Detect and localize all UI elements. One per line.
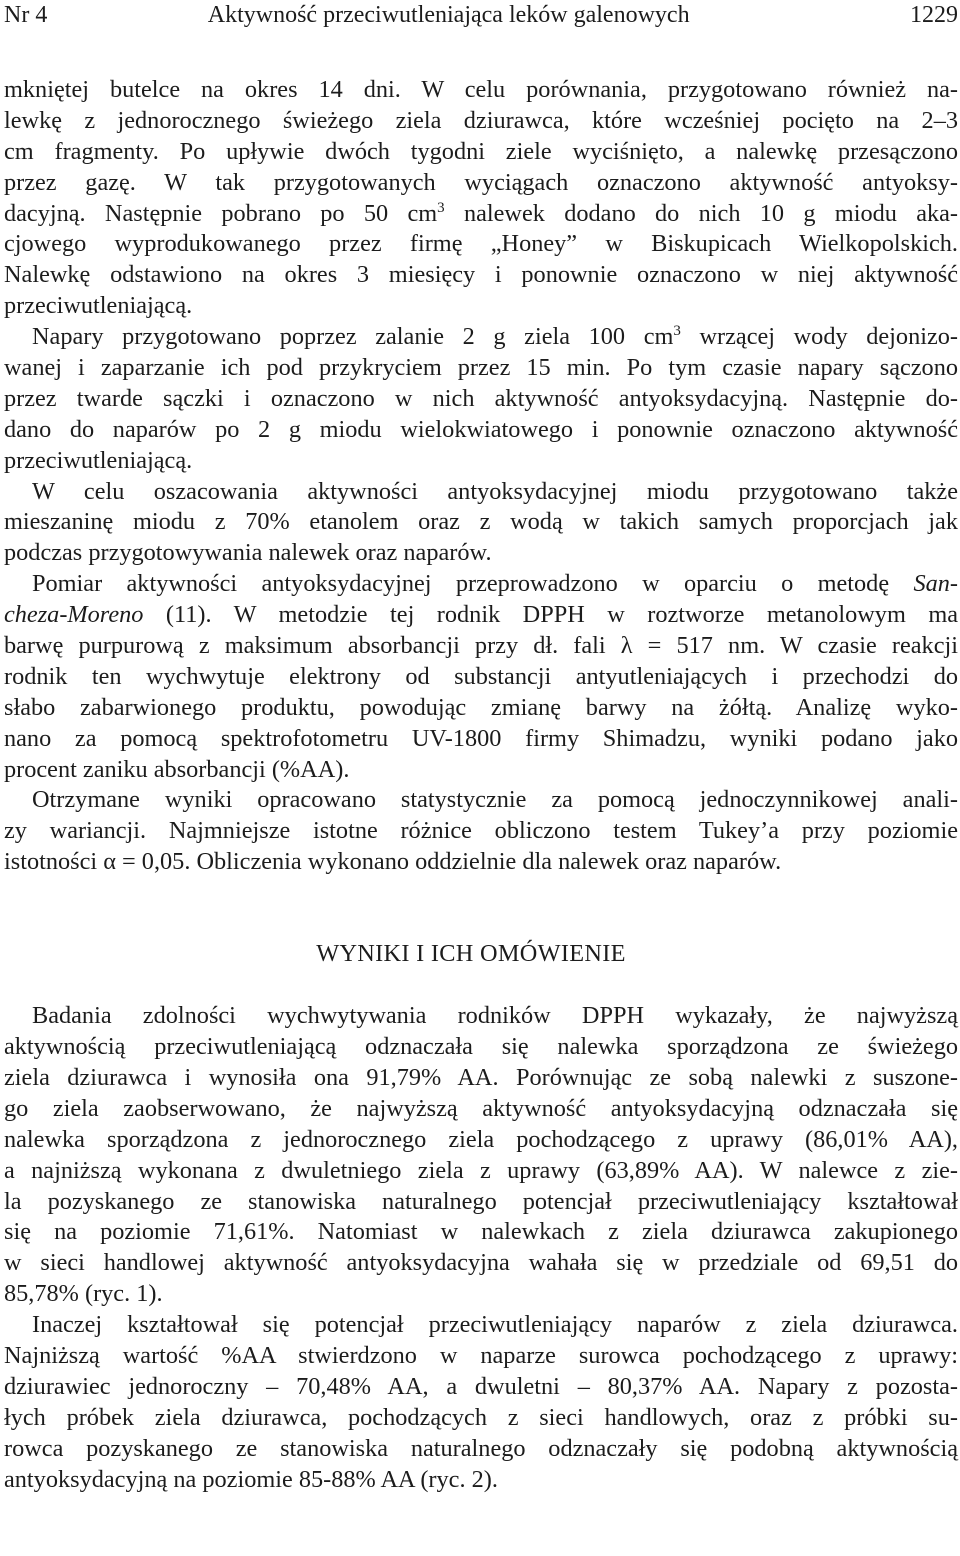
text-line: nalewka sporządzona z jednorocznego ziela pochodzącego z uprawy (86,01% AA), bbox=[4, 1125, 958, 1153]
text-line: cjowego wyprodukowanego przez firmę „Honey” w Biskupicach Wielkopolskich. bbox=[4, 230, 958, 258]
text-line: Inaczej kształtował się potencjał przeciwutleniający naparów z ziela dziurawca. bbox=[32, 1311, 958, 1339]
paragraph bbox=[4, 569, 958, 785]
text-line: aktywnością przeciwutleniającą odznaczała się nalewka sporządzona ze świeżego bbox=[4, 1033, 958, 1061]
text-line: Nalewkę odstawiono na okres 3 miesięcy i ponownie oznaczono w niej aktywność bbox=[4, 261, 958, 289]
text-line: rowca pozyskanego ze stanowiska naturalnego odznaczały się podobną aktywnością bbox=[4, 1434, 958, 1462]
page-number: 1229 bbox=[910, 2, 958, 28]
text-line: Badania zdolności wychwytywania rodników DPPH wykazały, że najwyższą bbox=[32, 1002, 958, 1030]
paragraph bbox=[4, 477, 958, 570]
text-line: łych próbek ziela dziurawca, pochodzących z sieci handlowych, oraz z próbki su- bbox=[4, 1403, 958, 1431]
text-line: przez gazę. W tak przygotowanych wyciągach oznaczono aktywność antyoksy- bbox=[4, 168, 958, 196]
text-line: 85,78% (ryc. 1). bbox=[4, 1280, 163, 1308]
text-line: procent zaniku absorbancji (%AA). bbox=[4, 755, 350, 783]
text-line: wanej i zaparzanie ich pod przykryciem przez 15 min. Po tym czasie napary sączono bbox=[4, 354, 958, 382]
text-line: istotności α = 0,05. Obliczenia wykonano oddzielnie dla nalewek oraz naparów. bbox=[4, 848, 782, 876]
text-line: ziela dziurawca i wynosiła ona 91,79% AA. Porównując ze sobą nalewki z suszone- bbox=[4, 1063, 958, 1091]
text-line: zy wariancji. Najmniejsze istotne różnice obliczono testem Tukey’a przy poziomie bbox=[4, 817, 958, 845]
paragraph bbox=[4, 75, 958, 322]
text-line: W celu oszacowania aktywności antyoksydacyjnej miodu przygotowano także bbox=[32, 477, 958, 505]
text-line: go ziela zaobserwowano, że najwyższą aktywność antyoksydacyjną odznaczała się bbox=[4, 1094, 958, 1122]
text-line: rodnik ten wychwytuje elektrony od substancji antyutleniających i przechodzi do bbox=[4, 662, 958, 690]
text-line: Napary przygotowano poprzez zalanie 2 g ziela 100 $cm^3$ wrzącej wody dejonizo- bbox=[32, 323, 958, 351]
body-before-heading bbox=[4, 75, 958, 878]
running-title: Aktywność przeciwutleniająca leków galenowych bbox=[207, 2, 690, 28]
text-line: Najniższą wartość %AA stwierdzono w naparze surowca pochodzącego z uprawy: bbox=[4, 1341, 958, 1369]
body-after-heading bbox=[4, 1001, 958, 1495]
text-line: w sieci handlowej aktywność antyoksydacyjna wahała się w przedziale od 69,51 do bbox=[4, 1249, 958, 1277]
text-line: przeciwutleniającą. bbox=[4, 446, 193, 474]
text-line: słabo zabarwionego produktu, powodując zmianę barwy na żółtą. Analizę wyko- bbox=[4, 693, 958, 721]
text-line: dziurawiec jednoroczny – 70,48% AA, a dwuletni – 80,37% AA. Napary z pozosta- bbox=[4, 1372, 958, 1400]
text-line: dano do naparów po 2 g miodu wielokwiatowego i ponownie oznaczono aktywność bbox=[4, 415, 958, 443]
text-line: a najniższą wykonana z dwuletniego ziela z uprawy (63,89% AA). W nalewce z zie- bbox=[4, 1156, 958, 1184]
text-line: Otrzymane wyniki opracowano statystycznie za pomocą jednoczynnikowej anali- bbox=[32, 786, 958, 814]
text-line: barwę purpurową z maksimum absorbancji przy dł. fali λ = 517 nm. W czasie reakcji bbox=[4, 632, 958, 660]
text-line: przeciwutleniającą. bbox=[4, 292, 193, 320]
issue-number: Nr 4 bbox=[4, 2, 48, 28]
text-line: Pomiar aktywności antyoksydacyjnej przeprowadzono w oparciu o metodę San- bbox=[32, 570, 958, 598]
text-line: la pozyskanego ze stanowiska naturalnego potencjał przeciwutleniający kształtował bbox=[4, 1187, 958, 1215]
text-line: podczas przygotowywania nalewek oraz naparów. bbox=[4, 539, 492, 567]
text-line: cm fragmenty. Po upływie dwóch tygodni ziele wyciśnięto, a nalewkę przesączono bbox=[4, 137, 958, 165]
text-line: lewkę z jednorocznego świeżego ziela dziurawca, które wcześniej pocięto na 2–3 bbox=[4, 106, 958, 134]
paragraph bbox=[4, 785, 958, 878]
running-header bbox=[4, 0, 958, 34]
paragraph bbox=[4, 1310, 958, 1495]
text-line: się na poziomie 71,61%. Natomiast w nalewkach z ziela dziurawca zakupionego bbox=[4, 1218, 958, 1246]
text-line: przez twarde sączki i oznaczono w nich aktywność antyoksydacyjną. Następnie do- bbox=[4, 384, 958, 412]
paragraph bbox=[4, 1001, 958, 1310]
paragraph bbox=[4, 322, 958, 476]
text-line: mieszaninę miodu z 70% etanolem oraz z wodą w takich samych proporcjach jak bbox=[4, 508, 958, 536]
text-line: dacyjną. Następnie pobrano po 50 $cm^3$ nalewek dodano do nich 10 g miodu aka- bbox=[4, 199, 959, 227]
section-heading: WYNIKI I ICH OMÓWIENIE bbox=[316, 940, 626, 968]
text-line: mkniętej butelce na okres 14 dni. W celu porównania, przygotowano również na- bbox=[4, 76, 958, 103]
text-line: antyoksydacyjną na poziomie 85-88% AA (ryc. 2). bbox=[4, 1465, 498, 1493]
text-line: cheza-Moreno (11). W metodzie tej rodnik DPPH w roztworze metanolowym ma bbox=[4, 601, 958, 629]
text-line: nano za pomocą spektrofotometru UV-1800 firmy Shimadzu, wyniki podano jako bbox=[4, 724, 958, 752]
